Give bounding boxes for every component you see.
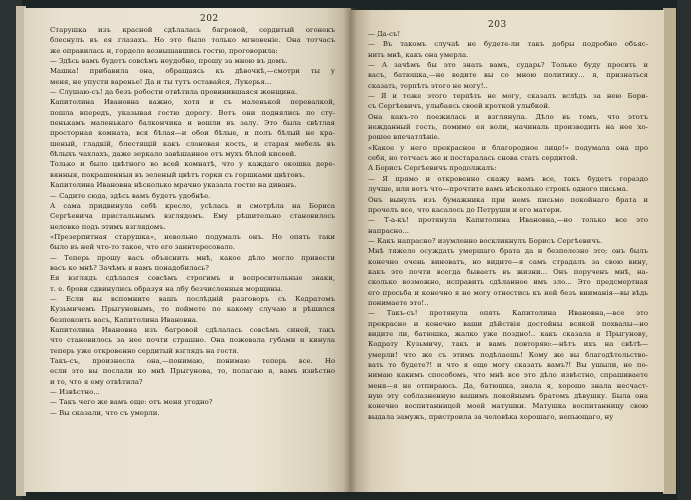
text-line: выдала замужъ, пристроила за человѣка хорошаго, непьющаго, ну <box>368 412 614 421</box>
text-line: васъ, батюшка,—не ведите вы со мною политику... я, признаться <box>368 71 648 80</box>
text-line: лучше, или вотъ что—прочтите вамъ нѣсколько строкъ одного письма. <box>368 185 629 194</box>
book-gutter <box>343 8 357 492</box>
text-line: пошла впередъ, указывая гостю дорогу. Вотъ они поднялись по сту- <box>50 108 335 117</box>
right-page-text <box>368 29 648 422</box>
text-line: пенькамъ маленькаго балкончика и вошли въ залу. Это была свѣтлая <box>50 119 335 128</box>
text-line: же оправилась и, гордело возвышавшись гостю, проговорила: <box>50 46 278 55</box>
text-line: прочелъ все, что касалось до Петруши и его матери. <box>368 205 562 214</box>
text-line: шеный, гладкій, блестящій какъ слоновая кость, и старая мебель въ <box>50 139 335 148</box>
text-line: меня, не упусти варенье! Да и ты тутъ оставайся, Лукерья... <box>50 77 272 86</box>
text-line: блеснулъ въ ея глазахъ. Но это было только мгновеніе. Она тотчасъ <box>50 36 335 45</box>
text-line: — Вы сказали, что съ умерли. <box>50 408 160 417</box>
text-line: — Да-съ! <box>368 30 401 38</box>
text-line: Кодрату Кузьмичу, такъ и вамъ повторяю:—нѣтъ ихъ на свѣтѣ— <box>368 340 648 349</box>
text-line: умерли! что же съ этимъ подѣлаешь! Кому же вы благодѣтельство- <box>368 350 648 359</box>
text-line: А сама придвинула себѣ кресло, усѣлась и смотрѣла на Бориса <box>50 201 335 210</box>
text-line: что становилось за нее почти страшно. Она пожевала губами и кинула <box>50 336 335 345</box>
text-line: А Борисъ Сергѣевичъ продолжалъ: <box>368 164 497 173</box>
text-line: меня—я не отпираюсь. Да, батюшка, знала я, хорошо знала несчаст- <box>368 381 648 390</box>
text-line: — Теперь прошу васъ объяснить мнѣ, какое дѣло могло привести <box>50 253 335 262</box>
text-line: — Извѣстно... <box>50 388 100 397</box>
text-line: нимаю какимъ способомъ, что мнѣ все это дѣло извѣстно, спрашиваете <box>368 371 648 380</box>
text-line: было въ ней что-то такое, что его заинтересовало. <box>50 243 235 252</box>
text-line: бѣлыхъ чахлахъ, даже зеркало завѣшанное отъ мухъ бѣлой кисеей. <box>50 150 297 159</box>
text-line: — Т-а-къ! протянула Капитолина Ивановна,—но только все это <box>368 216 648 225</box>
text-line: рошее впечатлѣніе. <box>368 133 440 142</box>
text-line: Кузьмичемъ Прыгуновымъ, то поймете по какому случаю я рѣшился <box>50 305 335 314</box>
text-line: — Въ такомъ случаѣ не будете-ли такъ добры подробно объяс- <box>368 40 648 49</box>
text-line: видите ли, батюшка, жалко уже поздно!.. какъ сказала я Прыгунову, <box>368 329 648 338</box>
text-line: вянныя, покрашенныя въ зеленый цвѣтъ горки съ горшками цвѣтовъ. <box>50 170 306 179</box>
text-line: васъ ко мнѣ? Зачѣмъ я вамъ понадобилась? <box>50 263 209 272</box>
text-line: Онъ вынулъ изъ бумажника при немъ письмо покойнаго брата и <box>368 195 648 204</box>
page-stack-right <box>663 8 676 494</box>
text-line: Капитолина Ивановна важно, хотя и съ маленькой перевалкой, <box>50 98 335 107</box>
text-line: — Такъ чего же вамъ еще: отъ меня угодно? <box>50 398 213 407</box>
text-line: безпокоить васъ, Капитолина Ивановна. <box>50 315 199 324</box>
text-line: Ея взглядъ сдѣлался совсѣмъ строгимъ и вопросительные знаки, <box>50 274 335 283</box>
text-line: — Какъ напрасно? изумленно воскликнулъ Борисъ Сергѣевичъ. <box>368 236 603 245</box>
text-line: Она какъ-то поежилась и взглянула. Дѣло въ томъ, что этотъ <box>368 112 648 121</box>
text-line: — Садите сюда, здѣсь вамъ будетъ удобнѣе. <box>50 191 211 200</box>
text-line: — Слушаю-съ! да безъ робости отвѣтила провинившаяся женщина. <box>50 88 298 97</box>
text-line: Такъ-съ, произнесла она,—понимаю, понимаю теперь все. Но <box>50 357 335 365</box>
text-line: «Презерпитная старушка», невольно подумалъ онъ. Но опять таки <box>50 232 335 241</box>
text-line: какъ это почти всегда бываетъ въ жизни... Онъ порученъ мнѣ, на- <box>368 267 648 276</box>
text-line: съ Сергѣевичъ, улыбаясь своей кроткой улыбкой. <box>368 102 551 111</box>
text-line: нить мнѣ, какъ она умерла. <box>368 50 469 59</box>
text-line: т. е. брови сдвинулись образуя на лбу безчисленныя морщины. <box>50 284 283 293</box>
text-line: сколько возможно, исправить сдѣланное имъ зло... Это предсмертная <box>368 278 648 287</box>
text-line: напрасно... <box>368 226 409 235</box>
text-line: — Такъ-съ! протянула опять Капитолина Ивановна,—все это <box>368 309 648 318</box>
text-line: и то, что я ему отвѣтила? <box>50 377 143 386</box>
left-page-text <box>50 25 335 418</box>
cover-edge-right <box>677 0 691 500</box>
text-line: Сергѣевича пристальнымъ взглядомъ. Ему рѣшительно становилось <box>50 212 335 221</box>
text-line: просторная комната, вся бѣлая—и обои бѣлые, и полъ бѣлый не кра- <box>50 129 335 138</box>
text-line: — Я и тоже этого терпѣть не могу, сказалъ вслѣдъ за нею Бори- <box>368 92 648 101</box>
text-line: — Я прямо и откровенно скажу вамъ все, такъ будетъ гораздо <box>368 174 648 183</box>
text-line: сказать, терпѣть этого не могу!.. <box>368 81 488 90</box>
text-line: Машка! прибавила она, обращаясь къ дѣвочкѣ,—смотри ты у <box>50 67 335 76</box>
text-line: Капитолина Ивановна нѣсколько мрачно указала гостю на диванъ. <box>50 181 297 190</box>
text-line: Капитолина Ивановна изъ багровой сдѣлалась совсѣмъ синей, такъ <box>50 325 335 334</box>
text-line: вать то будете?! и что я еще могу сказать вамъ?! Вы ушыли, не по- <box>368 361 648 369</box>
text-line: Только и было цвѣтного во всей комнатѣ, что у каждаго окошка дере- <box>50 160 335 169</box>
text-line: конечно воспитанницей моей матушки. Матушка воспитанницу свою <box>368 402 648 411</box>
left-page-number: 202 <box>200 14 219 24</box>
text-line: «Какое у него прекрасное и благородное лицо!» подумала она про <box>368 143 648 152</box>
text-line: понимаете это!.. <box>368 298 429 307</box>
right-page-number: 203 <box>488 20 507 30</box>
text-line: Старушка изъ красной сдѣлалась багровой, сердитый огонекъ <box>50 26 335 34</box>
text-line: неловко подъ этимъ взглядомъ. <box>50 222 166 231</box>
text-line: его просьба и конечно я не могу отнестись къ ней безъ вниманія—вы вѣдь <box>368 288 648 297</box>
text-line: если это вы послали ко мнѣ Прыгунова, то, полагаю я, вамъ извѣстно <box>50 367 335 376</box>
text-line: конечно очень виноватъ, но видите—я самъ страдалъ за свою вину, <box>368 257 648 266</box>
text-line: Мнѣ тяжело осуждать умершаго брата да и безполезно это; онъ былъ <box>368 247 648 256</box>
right-page <box>350 10 664 492</box>
text-line: — Если вы вспомните вашъ послѣдній разговоръ съ Кедратомъ <box>50 294 335 303</box>
text-line: себя, но тотчасъ же и постаралась снова стать сердитой. <box>368 154 578 163</box>
text-line: прекрасно и конечно ваши дѣйствія достойны всякой похвалы—но <box>368 319 648 328</box>
text-line: теперь уже откровенно сердитый взглядъ на гостя. <box>50 346 239 355</box>
text-line: ную эту соблазненную вашимъ покойнымъ братомъ дѣвушку. Была она <box>368 392 648 401</box>
text-line: — А зачѣмъ бы это знать вамъ, сударь? Только буду просить и <box>368 61 648 70</box>
text-line: нежданный гость, помимо ея воли, начиналь производить на нее хо- <box>368 123 648 132</box>
text-line: — Здѣсь вамъ будетъ совсѣмъ неудобно, прошу за мною въ домъ. <box>50 57 288 66</box>
left-page <box>24 8 351 492</box>
